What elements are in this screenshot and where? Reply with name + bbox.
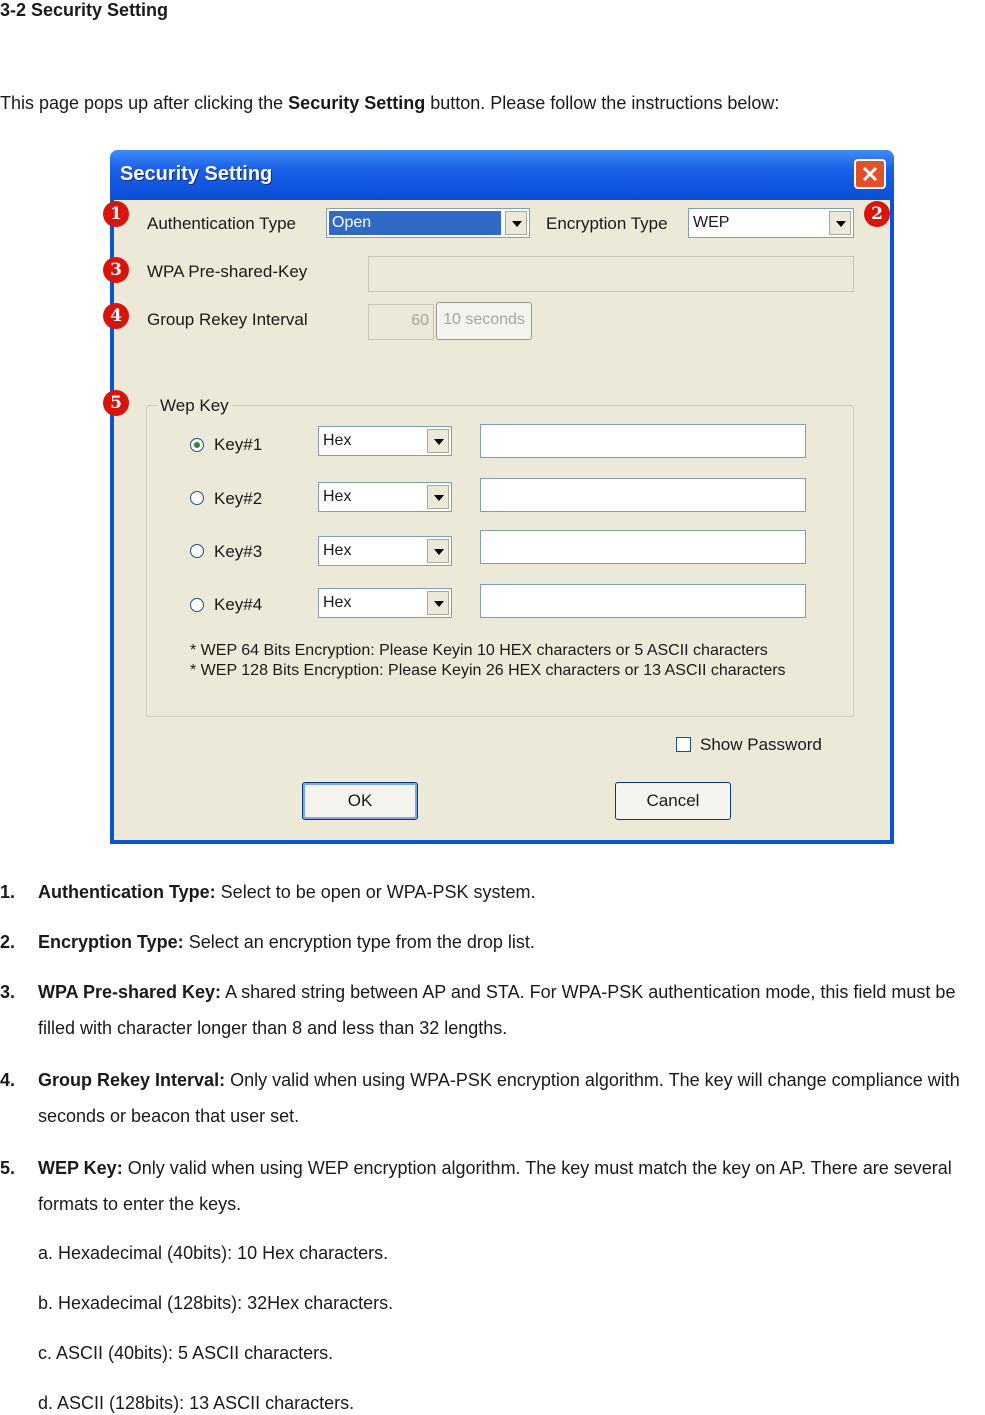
wep-format-d: d. ASCII (128bits): 13 ASCII characters. xyxy=(38,1393,355,1413)
intro-paragraph: This page pops up after clicking the Security Setting button. Please follow the instructions below: xyxy=(0,93,780,113)
key3-label: Key#3 xyxy=(214,542,263,561)
psk-input[interactable] xyxy=(368,256,854,292)
callout-badge-2: 2 xyxy=(864,201,890,227)
close-icon xyxy=(862,166,878,182)
key2-label: Key#2 xyxy=(214,489,263,508)
wep-format-a: a. Hexadecimal (40bits): 10 Hex characters. xyxy=(38,1243,389,1263)
instruction-item-1: 1. Authentication Type: Select to be open or WPA-PSK system. xyxy=(0,882,536,902)
rekey-unit-button[interactable]: 10 seconds xyxy=(436,302,532,340)
key3-radio[interactable] xyxy=(190,544,204,558)
rekey-value: 60 xyxy=(411,312,429,329)
dialog-title: Security Setting xyxy=(120,163,273,185)
key4-label: Key#4 xyxy=(214,595,263,614)
cancel-button[interactable]: Cancel xyxy=(615,782,731,820)
wep-64-note: * WEP 64 Bits Encryption: Please Keyin 10 HEX characters or 5 ASCII characters xyxy=(190,642,768,659)
chevron-down-icon xyxy=(427,539,449,563)
key1-format-value: Hex xyxy=(323,432,352,449)
chevron-down-icon xyxy=(427,485,449,509)
key3-format-value: Hex xyxy=(323,542,352,559)
psk-label: WPA Pre-shared-Key xyxy=(147,262,308,281)
key4-input[interactable] xyxy=(480,584,806,618)
rekey-input[interactable] xyxy=(368,304,434,340)
rekey-label: Group Rekey Interval xyxy=(147,310,308,329)
key3-input[interactable] xyxy=(480,530,806,564)
key2-radio[interactable] xyxy=(190,491,204,505)
dialog-client xyxy=(114,200,890,840)
key4-format-value: Hex xyxy=(323,594,352,611)
security-setting-dialog xyxy=(110,150,894,844)
key2-format-select[interactable] xyxy=(318,482,452,512)
key2-format-value: Hex xyxy=(323,488,352,505)
encryption-type-value: WEP xyxy=(693,214,730,231)
chevron-down-icon xyxy=(427,429,449,453)
dialog-titlebar xyxy=(110,150,894,200)
wep-format-b: b. Hexadecimal (128bits): 32Hex characters. xyxy=(38,1293,394,1313)
key1-input[interactable] xyxy=(480,424,806,458)
callout-badge-3: 3 xyxy=(103,257,129,283)
auth-type-label: Authentication Type xyxy=(147,214,297,233)
chevron-down-icon xyxy=(829,211,851,235)
key1-label: Key#1 xyxy=(214,435,263,454)
instruction-item-3: 3. WPA Pre-shared Key: A shared string between AP and STA. For WPA-PSK authentication mode, this field must be filled with character longer than 8 and less than 32 lengths. xyxy=(0,982,956,1038)
chevron-down-icon xyxy=(505,211,527,235)
key4-radio[interactable] xyxy=(190,598,204,612)
key1-radio[interactable] xyxy=(190,438,204,452)
auth-type-value: Open xyxy=(329,211,501,235)
chevron-down-icon xyxy=(427,591,449,615)
wep-128-note: * WEP 128 Bits Encryption: Please Keyin 26 HEX characters or 13 ASCII characters xyxy=(190,662,786,679)
key2-input[interactable] xyxy=(480,478,806,512)
key1-format-select[interactable] xyxy=(318,426,452,456)
wep-key-group-title: Wep Key xyxy=(157,396,232,416)
instruction-item-2: 2. Encryption Type: Select an encryption type from the drop list. xyxy=(0,932,535,952)
instruction-item-4: 4. Group Rekey Interval: Only valid when using WPA-PSK encryption algorithm. The key will change compliance with seconds or beacon that user set. xyxy=(0,1070,960,1126)
callout-badge-1: 1 xyxy=(103,201,129,227)
key4-format-select[interactable] xyxy=(318,588,452,618)
ok-button[interactable]: OK xyxy=(302,782,418,820)
show-password-label: Show Password xyxy=(700,735,822,754)
callout-badge-5: 5 xyxy=(103,390,129,416)
instruction-item-5: 5. WEP Key: Only valid when using WEP encryption algorithm. The key must match the key on AP. There are several formats to enter the keys. xyxy=(0,1158,952,1214)
encryption-type-select[interactable] xyxy=(688,208,854,238)
show-password-checkbox[interactable] xyxy=(676,737,691,752)
wep-format-c: c. ASCII (40bits): 5 ASCII characters. xyxy=(38,1343,334,1363)
close-button[interactable] xyxy=(854,159,886,189)
key3-format-select[interactable] xyxy=(318,536,452,566)
callout-badge-4: 4 xyxy=(103,303,129,329)
section-heading: 3-2 Security Setting xyxy=(0,0,169,20)
auth-type-select[interactable] xyxy=(326,208,530,238)
encryption-type-label: Encryption Type xyxy=(546,214,668,233)
